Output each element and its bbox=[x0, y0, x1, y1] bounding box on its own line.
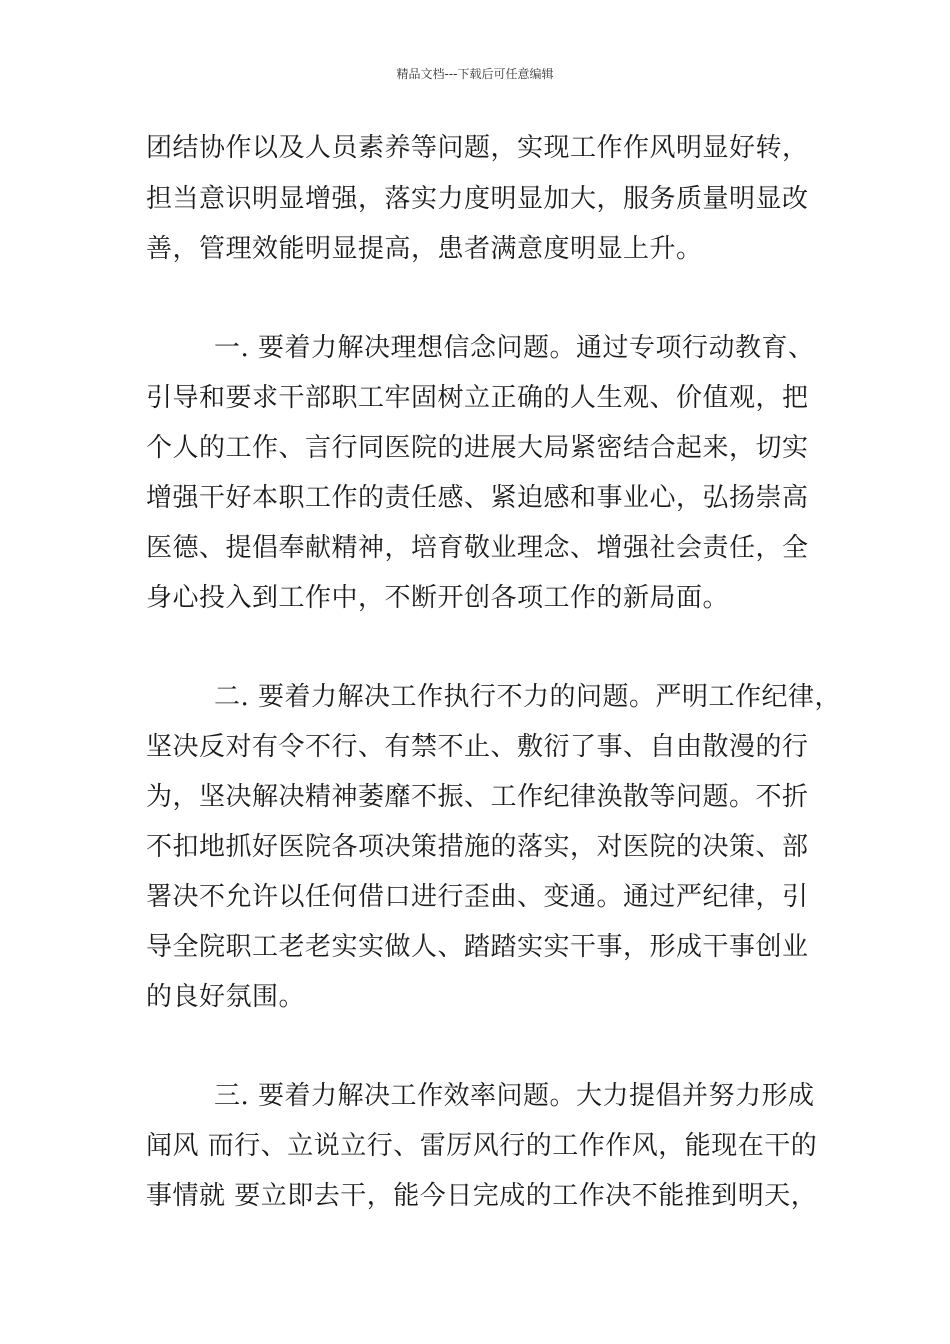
paragraph-line: 担当意识明显增强，落实力度明显加大，服务质量明显改 bbox=[146, 184, 809, 214]
paragraph-line: 闻风 而行、立说立行、雷厉风行的工作作风，能现在干的 bbox=[146, 1131, 818, 1161]
paragraph-line: 团结协作以及人员素养等问题，实现工作作风明显好转， bbox=[146, 133, 809, 163]
paragraph-line: 的良好氛围。 bbox=[146, 982, 306, 1012]
paragraph-line: 引导和要求干部职工牢固树立正确的人生观、价值观，把 bbox=[146, 383, 809, 413]
paragraph-line: 为，坚决解决精神萎靡不振、工作纪律涣散等问题。不折 bbox=[146, 782, 809, 812]
paragraph-line: 导全院职工老老实实做人、踏踏实实干事，形成干事创业 bbox=[146, 932, 809, 962]
paragraph-line: 个人的工作、言行同医院的进展大局紧密结合起来，切实 bbox=[146, 433, 809, 463]
paragraph-line: 身心投入到工作中，不断开创各项工作的新局面。 bbox=[146, 583, 730, 613]
page-header: 精品文档---下载后可任意编辑 bbox=[396, 67, 554, 81]
paragraph-line: 善，管理效能明显提高，患者满意度明显上升。 bbox=[146, 234, 703, 264]
paragraph-line: 一. 要着力解决理想信念问题。通过专项行动教育、 bbox=[214, 333, 815, 363]
paragraph-line: 不扣地抓好医院各项决策措施的落实，对医院的决策、部 bbox=[146, 832, 809, 862]
paragraph-line: 署决不允许以任何借口进行歪曲、变通。通过严纪律，引 bbox=[146, 882, 809, 912]
paragraph-line: 二. 要着力解决工作执行不力的问题。严明工作纪律， bbox=[214, 682, 842, 712]
paragraph-line: 增强干好本职工作的责任感、紧迫感和事业心，弘扬崇高 bbox=[146, 483, 809, 513]
paragraph-line: 事情就 要立即去干，能今日完成的工作决不能推到明天， bbox=[146, 1181, 818, 1211]
paragraph-line: 坚决反对有令不行、有禁不止、敷衍了事、自由散漫的行 bbox=[146, 732, 809, 762]
paragraph-line: 三. 要着力解决工作效率问题。大力提倡并努力形成 bbox=[214, 1081, 815, 1111]
paragraph-line: 医德、提倡奉献精神，培育敬业理念、增强社会责任，全 bbox=[146, 533, 809, 563]
